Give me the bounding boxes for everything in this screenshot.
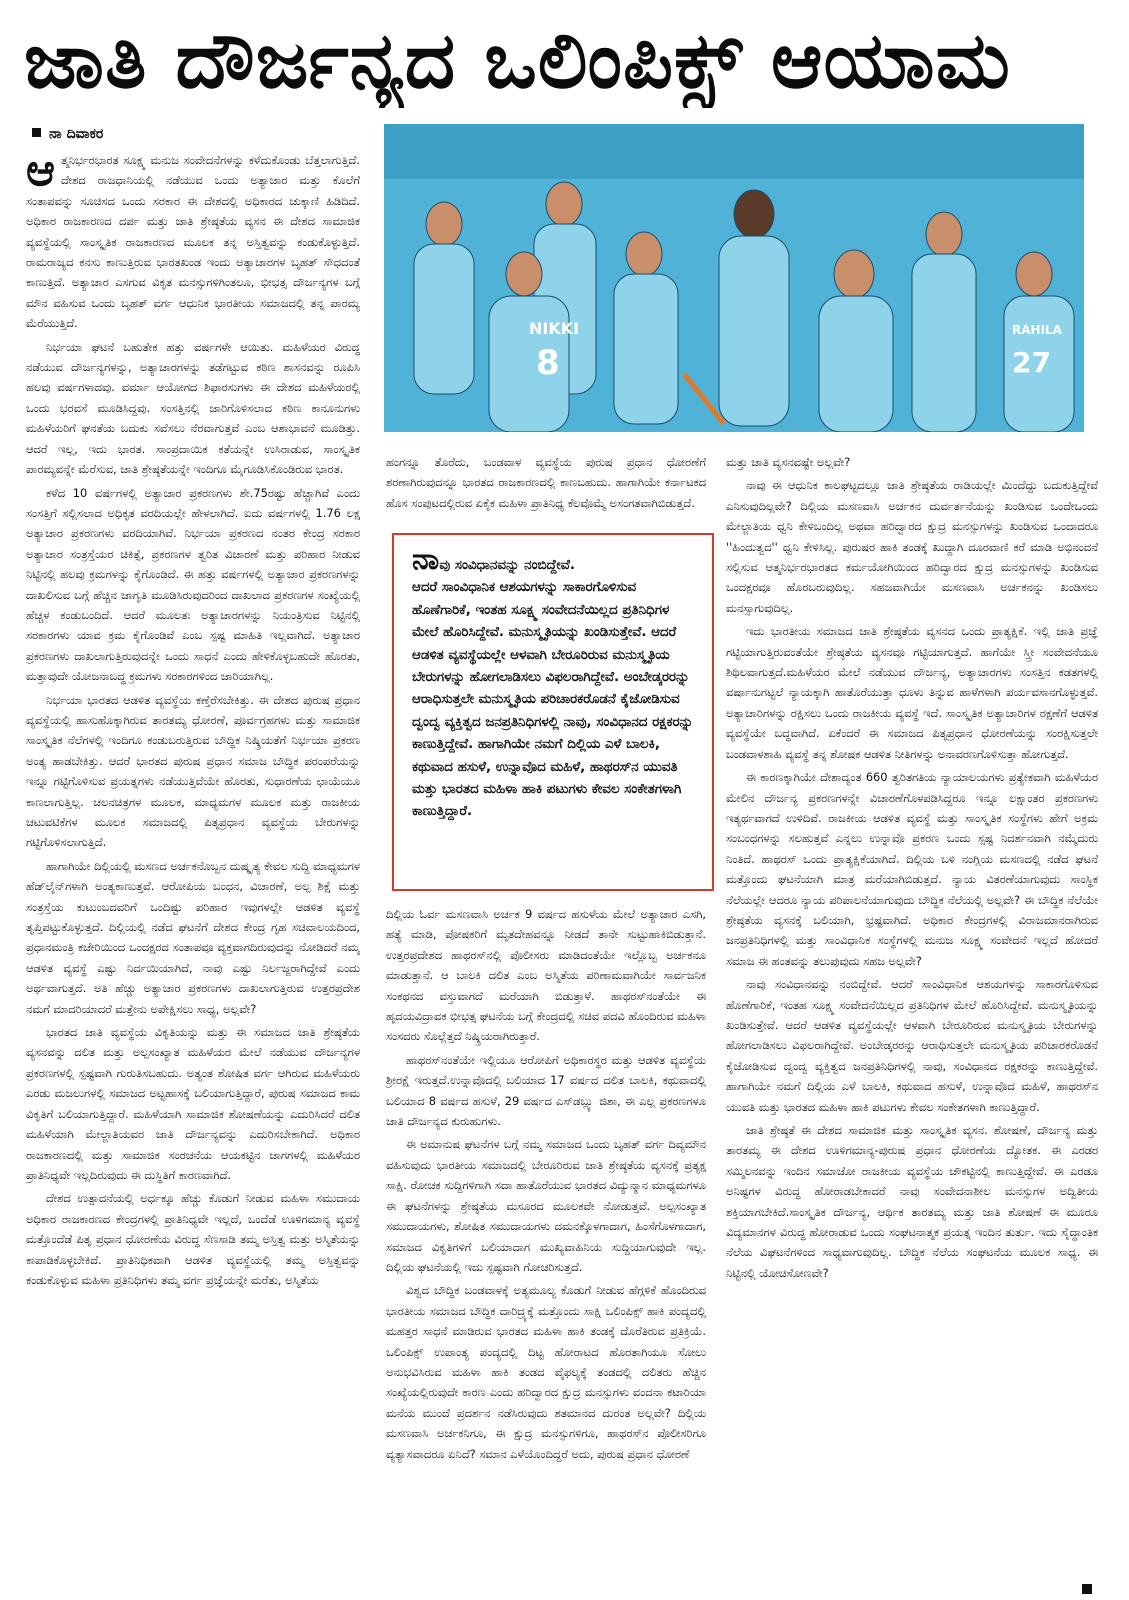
pull-quote-lead-line: ನಾವು ಸಂವಿಧಾನವನ್ನು ನಂಬಿದ್ದೇವೆ. bbox=[412, 542, 575, 577]
headline: ಜಾತಿ ದೌರ್ಜನ್ಯದ ಒಲಿಂಪಿಕ್ಸ್ ಆಯಾಮ bbox=[24, 16, 1011, 106]
bullet-square-icon bbox=[32, 128, 41, 137]
paragraph: ದಿಲ್ಲಿಯ ಓರ್ವ ಮಸಣವಾಸಿ ಅರ್ಚಕ 9 ವರ್ಷದ ಹಸುಳೆಯ ಮೇಲೆ ಅತ್ಯಾಚಾರ ಎಸಗಿ, ಹತ್ಯೆ ಮಾಡಿ, ಪೋಷಕರಿಗೆ ಮೃತದೇಹವನ್ನೂ ನೀಡದೆ ತಾನೇ ಸುಟ್ಟುಹಾಕಿಬಿಡುತ್ತಾನೆ. ಉತ್ತರಪ್ರದೇಶದ ಹಾಥರಸ್‌ನಲ್ಲಿ ಪೊಲೀಸರು ಮಾಡಿದಂತೆಯೇ ಇಲ್ಲೊಬ್ಬ ಅರ್ಚಕನೂ ಮಾಡುತ್ತಾನೆ. ಆ ಬಾಲಕಿ ದಲಿತ ಎಂಬ ಅಸ್ಮಿತೆಯ ಪರಿಣಾಮವಾಗಿಯೇ ಸಾರ್ವಜನಿಕ ಸಂಕಥನದ ವಸ್ತುವಾಗದೆ ಮರೆಯಾಗಿ ಬಿಡುತ್ತಾಳೆ. ಹಾಥರಸ್‌ನಂತೆಯೇ ಈ ಹೃದಯವಿದ್ರಾವಕ ಭೀಭತ್ಸ ಘಟನೆಯ ಬಗ್ಗೆ ಕೇಂದ್ರದಲ್ಲಿ ಸಚಿವ ಪದವಿ ಹೊಂದಿರುವ ಮಹಿಳಾ ಸಂಸದರು ಸೊಲ್ಲೆತ್ತದೆ ನಿಷ್ಕ್ರಿಯರಾಗಿರುತ್ತಾರೆ. bbox=[386, 907, 706, 1044]
paragraph: ದೇಶದ ಉತ್ಪಾದನೆಯಲ್ಲಿ ಅರ್ಧಕ್ಕೂ ಹೆಚ್ಚು ಕೊಡುಗೆ ನೀಡುವ ಮಹಿಳಾ ಸಮುದಾಯ ಅಧಿಕಾರ ರಾಜಕಾರಣದ ಕೇಂದ್ರಗಳಲ್ಲಿ ಪ್ರಾತಿನಿಧ್ಯವೇ ಇಲ್ಲದೆ, ಒಂದೆಡೆ ಊಳಿಗಮಾನ್ಯ ವ್ಯವಸ್ಥೆ ಮತ್ತೊಂದೆಡೆ ಪಿತೃ ಪ್ರಧಾನ ಧೋರಣೆಯ ವಿರುದ್ಧ ಸೆಣಸಾಡಿ ತಮ್ಮ ಅಸ್ತಿತ್ವ ಮತ್ತು ಅಸ್ಮಿತೆಯನ್ನು ಕಾಪಾಡಿಕೊಳ್ಳಬೇಕಿದೆ. ಪ್ರಾತಿನಿಧಿಕವಾಗಿ ಆಡಳಿತ ವ್ಯವಸ್ಥೆಯಲ್ಲಿ ತಮ್ಮ ಅಸ್ತಿತ್ವವನ್ನು ಕಂಡುಕೊಳ್ಳುವ ಮಹಿಳಾ ಪ್ರತಿನಿಧಿಗಳು ತಮ್ಮ ವರ್ಗ ಪ್ರಜ್ಞೆಯನ್ನೇ ಮರೆತು, ಅಸ್ಮಿತೆಯ bbox=[26, 1191, 360, 1287]
paragraph: ವಿಶ್ವದ ಬೌದ್ಧಿಕ ಬಂಡವಾಳಕ್ಕೆ ಅತ್ಯಮೂಲ್ಯ ಕೊಡುಗೆ ನೀಡುವ ಹೆಗ್ಗಳಿಕೆ ಹೊಂದಿರುವ ಭಾರತೀಯ ಸಮಾಜದ ಬೌದ್ಧಿಕ ದಾರಿದ್ರ್ಯಕ್ಕೆ ಮತ್ತೊಂದು ಸಾಕ್ಷಿ ಒಲಿಂಪಿಕ್ಸ್ ಹಾಕಿ ಪಂದ್ಯದಲ್ಲಿ ಮಹತ್ತರ ಸಾಧನೆ ಮಾಡಿರುವ ಭಾರತದ ಮಹಿಳಾ ಹಾಕಿ ತಂಡಕ್ಕೆ ದೊರೆತಿರುವ ಪ್ರತಿಕ್ರಿಯೆ. ಒಲಿಂಪಿಕ್ಸ್ ಉಪಾಂತ್ಯ ಪಂದ್ಯದಲ್ಲಿ ದಿಟ್ಟ ಹೋರಾಟದ ಹೊರತಾಗಿಯೂ ಸೋಲು ಅನುಭವಿಸಿರುವ ಮಹಿಳಾ ಹಾಕಿ ತಂಡದ ವೈಫಲ್ಯಕ್ಕೆ ತಂಡದಲ್ಲಿ ದಲಿತರು ಹೆಚ್ಚಿನ ಸಂಖ್ಯೆಯಲ್ಲಿರುವುದೇ ಕಾರಣ ಎಂದು ಹರಿದ್ವಾರದ ಕ್ಷುದ್ರ ಮನಸ್ಸುಗಳು ವಂದನಾ ಕಟಾರಿಯಾ ಮನೆಯ ಮುಂದೆ ಪ್ರದರ್ಶನ ನಡೆಸಿರುವುದು ಶತಮಾನದ ದುರಂತ ಅಲ್ಲವೇ? ದಿಲ್ಲಿಯ ಮಸಣವಾಸಿ ಅರ್ಚಕನಿಗೂ, ಈ ಕ್ಷುದ್ರ ಮನಸ್ಸುಗಳಿಗೂ, ಹಾಥರಸ್‌ನ ಪೊಲೀಸರಿಗೂ ವ್ಯತ್ಯಾಸವಾದರೂ ಏನಿದೆ? ಸಮಾನ ಎಳೆಯೊಂದಿದ್ದರೆ ಅದು, ಪುರುಷ ಪ್ರಧಾನ ಧೋರಣೆ bbox=[386, 1283, 706, 1461]
column-2-bottom bbox=[386, 904, 706, 1586]
paragraph: ಹಂಗನ್ನೂ ತೊರೆದು, ಬಂಡವಾಳ ವ್ಯವಸ್ಥೆಯ ಪುರುಷ ಪ್ರಧಾನ ಧೋರಣೆಗೆ ಶರಣಾಗಿರುವುದನ್ನೂ ಭಾರತದ ರಾಜಕಾರಣದಲ್ಲಿ ಕಾಣಬಹುದು. ಹಾಗಾಗಿಯೇ ಕರ್ನಾಟಕದ ಹೊಸ ಸಂಪುಟದಲ್ಲಿರುವ ಏಕೈಕ ಮಹಿಳಾ ಪ್ರಾತಿನಿಧ್ಯ ಕೆಲವೊಮ್ಮೆ ಅಸಂಗತವಾಗಿಬಿಡುತ್ತದೆ. bbox=[386, 455, 706, 510]
jersey-name-left: NIKKI bbox=[529, 319, 580, 338]
column-1 bbox=[26, 150, 360, 1586]
jersey-number-right: 27 bbox=[1012, 346, 1051, 379]
jersey-name-right: RAHILA bbox=[1012, 323, 1062, 337]
paragraph: ಈ ಕಾರಣಕ್ಕಾಗಿಯೇ ದೇಶಾದ್ಯಂತ 660 ತ್ವರಿತಗತಿಯ ನ್ಯಾಯಾಲಯಗಳು ಪ್ರತ್ಯೇಕವಾಗಿ ಮಹಿಳೆಯರ ಮೇಲಿನ ದೌರ್ಜನ್ಯ ಪ್ರಕರಣಗಳನ್ನೇ ವಿಚಾರಣೆಗೊಳಪಡಿಸಿದ್ದರೂ ಇನ್ನೂ ಲಕ್ಷಾಂತರ ಪ್ರಕರಣಗಳು ಇತ್ಯರ್ಥವಾಗದೆ ಉಳಿದಿವೆ. ರಾಜಕೀಯ ಆಡಳಿತ ವ್ಯವಸ್ಥೆ ಮತ್ತು ಸಾಂಸ್ಕೃತಿಕ ಸಂಸ್ಥೆಗಳು ಹೇಗೆ ಅಕ್ರಮ ಸಂಬಂಧಗಳನ್ನು ಸಲಹುತ್ತವೆ ಎನ್ನಲು ಉನ್ನಾವೊ ಪ್ರಕರಣ ಒಂದು ಸ್ಪಷ್ಟ ನಿದರ್ಶನವಾಗಿ ನಮ್ಮೆದುರು ನಿಂತಿದೆ. ಹಾಥರಸ್ ಒಂದು ಪ್ರಾತ್ಯಕ್ಷಿಕೆಯಾಗಿದೆ. ದಿಲ್ಲಿಯ ಬಳಿ ನಂಗ್ಲಿಯ ಮಸಣದಲ್ಲಿ ನಡೆದ ಘಟನೆ ಮತ್ತೊಂದು ಘಟನೆಯಾಗಿ ಮಾತ್ರ ಮರೆಯಾಗಿಬಿಡುತ್ತದೆ. ನ್ಯಾಯ ವಿತರಣೆಯಾಗುವುದು ಸಾಂಸ್ಥಿಕ ನೆಲೆಯಲ್ಲೇ ಆದರೂ ನ್ಯಾಯ ಪರಿಪಾಲನೆಯಾಗುವುದು ಬೌದ್ಧಿಕ ನೆಲೆಯಲ್ಲಿ ಅಲ್ಲವೇ? ಈ ಬೌದ್ಧಿಕ ನೆಲೆಯೇ ಶ್ರೇಷ್ಠತೆಯ ವ್ಯಸನಕ್ಕೆ ಬಲಿಯಾಗಿ, ಭ್ರಷ್ಟವಾಗಿದೆ. ಅಧಿಕಾರ ಕೇಂದ್ರಗಳಲ್ಲಿ ವಿರಾಜಮಾನರಾಗಿರುವ ಜನಪ್ರತಿನಿಧಿಗಳಲ್ಲಿ ಮತ್ತು ಸಾಂವಿಧಾನಿಕ ಸಂಸ್ಥೆಗಳಲ್ಲಿ ಮನುಜ ಸೂಕ್ಷ್ಮ ಸಂವೇದನೆ ಇಲ್ಲದೆ ಹೋದರೆ ಸಮಾಜ ಈ ಹಂತವನ್ನು ತಲುಪುವುದು ಸಹಜ ಅಲ್ಲವೇ? bbox=[726, 770, 1098, 968]
paragraph: ನಿರ್ಭಯಾ ಭಾರತದ ಆಡಳಿತ ವ್ಯವಸ್ಥೆಯ ಕಣ್ತೆರೆಸಬೇಕಿತ್ತು. ಈ ದೇಶದ ಪುರುಷ ಪ್ರಧಾನ ವ್ಯವಸ್ಥೆಯಲ್ಲಿ ಹಾಸುಹೊಕ್ಕಾಗಿರುವ ತಾರತಮ್ಯ ಧೋರಣೆ, ಪೂರ್ವಗ್ರಹಗಳು ಮತ್ತು ಸಾಮಾಜಿಕ ಸಾಂಸ್ಕೃತಿಕ ನೆಲೆಗಳಲ್ಲಿ ಇಂದಿಗೂ ಕಂಡುಬರುತ್ತಿರುವ ಬೌದ್ಧಿಕ ನಿಷ್ಕ್ರಿಯತೆಗೆ ನಿರ್ಭಯಾ ಪ್ರಕರಣ ಅಂತ್ಯ ಹಾಡಬೇಕಿತ್ತು. ಆದರೆ ಭಾರತದ ಪುರುಷ ಪ್ರಧಾನ ಸಮಾಜ ಬೌದ್ಧಿಕ ಪರಂಪರೆಯನ್ನು ಇನ್ನೂ ಗಟ್ಟಿಗೊಳಿಸುವ ಪ್ರಯತ್ನಗಳು ನಡೆಯುತ್ತಿವೆಯೇ ಹೊರತು, ಸುಧಾರಣೆಯ ಛಾಯೆಯೂ ಕಾಣಲಾಗುತ್ತಿಲ್ಲ. ಚಲನಚಿತ್ರಗಳ ಮೂಲಕ, ಮಾಧ್ಯಮಗಳ ಮೂಲಕ ಮತ್ತು ರಾಜಕೀಯ ಚಟುವಟಿಕೆಗಳ ಮೂಲಕ ಸಮಾಜದಲ್ಲಿ ಪಿತೃಪ್ರಧಾನ ವ್ಯವಸ್ಥೆಯ ಬೇರುಗಳನ್ನು ಗಟ್ಟಿಗೊಳಿಸಲಾಗುತ್ತಿದೆ. bbox=[26, 692, 360, 850]
hockey-team-photo bbox=[384, 124, 1084, 432]
author-name: ನಾ ದಿವಾಕರ bbox=[49, 126, 104, 142]
jersey-number-left: 8 bbox=[536, 343, 560, 383]
dropcap: ಆ bbox=[26, 150, 56, 196]
paragraph: ಭಾರತದ ಜಾತಿ ವ್ಯವಸ್ಥೆಯ ವಿಕೃತಿಯನ್ನು ಮತ್ತು ಈ ಸಮಾಜದ ಜಾತಿ ಶ್ರೇಷ್ಠತೆಯ ವ್ಯಸನವನ್ನು ದಲಿತ ಮತ್ತು ಅಲ್ಪಸಂಖ್ಯಾತ ಮಹಿಳೆಯರ ಮೇಲೆ ನಡೆಯುವ ದೌರ್ಜನ್ಯಗಳ ಪ್ರಕರಣಗಳಲ್ಲಿ ಸ್ಪಷ್ಟವಾಗಿ ಗುರುತಿಸಬಹುದು. ಅತ್ಯಂತ ಶೋಷಿತ ವರ್ಗ ಆಗಿರುವ ಮಹಿಳೆಯರು ಎರಡು ಮಜಲುಗಳಲ್ಲಿ ಸಮಾಜದ ಅಟ್ಟಹಾಸಕ್ಕೆ ಬಲಿಯಾಗುತ್ತಿದ್ದಾರೆ, ಪುರುಷ ಸಮಾಜದ ಕಾಮ ವಿಕೃತಿಗೆ ಬಲಿಯಾಗುತ್ತಿದ್ದಾರೆ. ಮಹಿಳೆಯಾಗಿ ಸಾಮಾಜಿಕ ಶೋಷಣೆಯನ್ನು ಎದುರಿಸಿದರೆ ದಲಿತ ಮಹಿಳೆಯಾಗಿ ಮೇಲ್ಜಾತಿಯವರ ಜಾತಿ ದೌರ್ಜನ್ಯವನ್ನು ಎದುರಿಸಬೇಕಾಗಿದೆ. ಅಧಿಕಾರ ರಾಜಕಾರಣದಲ್ಲಿ ಮತ್ತು ಸಾಮಾಜಿಕ ಸಂರಚನೆಯ ಆಯಕಟ್ಟಿನ ಜಾಗಗಳಲ್ಲಿ ಮಹಿಳೆಯರ ಪ್ರಾತಿನಿಧ್ಯವೇ ಇಲ್ಲದಿರುವುದು ಈ ದುಸ್ಥಿತಿಗೆ ಕಾರಣವಾಗಿದೆ. bbox=[26, 1025, 360, 1182]
paragraph: ಮತ್ತು ಜಾತಿ ವ್ಯಸನವಷ್ಟೇ ಅಲ್ಲವೇ? bbox=[726, 455, 851, 469]
paragraph: ನಾವು ಸಂವಿಧಾನವನ್ನು ನಂಬಿದ್ದೇವೆ. ಆದರೆ ಸಾಂವಿಧಾನಿಕ ಆಶಯಗಳನ್ನು ಸಾಕಾರಗೊಳಿಸುವ ಹೊಣೆಗಾರಿಕೆ, ಇಂತಹ ಸೂಕ್ಷ್ಮ ಸಂವೇದನೆಯಿಲ್ಲದ ಪ್ರತಿನಿಧಿಗಳ ಮೇಲೆ ಹೊರಿಸಿದ್ದೇವೆ. ಮನುಸ್ಮೃತಿಯನ್ನು ಖಂಡಿಸುತ್ತೇವೆ. ಆದರೆ ಆಡಳಿತ ವ್ಯವಸ್ಥೆಯಲ್ಲೇ ಆಳವಾಗಿ ಬೇರೂರಿರುವ ಮನುಸ್ಮೃತಿಯ ಬೇರುಗಳನ್ನು ಹೋಗಲಾಡಿಸಲು ವಿಫಲರಾಗಿದ್ದೇವೆ. ಅಂಬೇಡ್ಕರರನ್ನು ಆರಾಧಿಸುತ್ತಲೇ ಮನುಸ್ಮೃತಿಯ ಪರಿಚಾರಕರೊಡನೆ ಕೈಜೋಡಿಸುವ ದ್ವಂದ್ವ ವ್ಯಕ್ತಿತ್ವದ ಜನಪ್ರತಿನಿಧಿಗಳಲ್ಲಿ ನಾವು, ಸಂವಿಧಾನದ ರಕ್ಷಕರನ್ನು ಕಾಣುತ್ತಿದ್ದೇವೆ. ಹಾಗಾಗಿಯೇ ನಮಗೆ ದಿಲ್ಲಿಯ ಎಳೆ ಬಾಲಕಿ, ಕಥುವಾದ ಹಸುಳೆ, ಉನ್ನಾವೊದ ಮಹಿಳೆ, ಹಾಥರಸ್‌ನ ಯುವತಿ ಮತ್ತು ಭಾರತದ ಮಹಿಳಾ ಹಾಕಿ ಪಟುಗಳು ಕೇವಲ ಸಂಕೇತಗಳಾಗಿ ಕಾಣುತ್ತಿದ್ದಾರೆ. bbox=[726, 977, 1098, 1114]
pull-quote-cap: ನಾ bbox=[412, 542, 440, 577]
paragraph: ಹಾಗಾಗಿಯೇ ದಿಲ್ಲಿಯಲ್ಲಿ ಮಸಣದ ಅರ್ಚಕನೊಬ್ಬನ ದುಷ್ಕೃತ್ಯ ಕೇವಲ ಸುದ್ದಿ ಮಾಧ್ಯಮಗಳ ಹೆಡ್‌ಲೈನ್‌ಗಳಾಗಿ ಅಂತ್ಯಕಾಣುತ್ತವೆ. ಆರೋಪಿಯ ಬಂಧನ, ವಿಚಾರಣೆ, ಅಲ್ಪ ಶಿಕ್ಷೆ ಮತ್ತು ಸಂತ್ರಸ್ತೆಯ ಕುಟುಂಬದವರಿಗೆ ಒಂದಿಷ್ಟು ಪರಿಹಾರ ಇವುಗಳಲ್ಲೇ ಆಡಳಿತ ವ್ಯವಸ್ಥೆ ತೃಪ್ತಿಪಟ್ಟುಕೊಳ್ಳುತ್ತದೆ. ದಿಲ್ಲಿಯಲ್ಲಿ ನಡೆದ ಘಟನೆಗೆ ದೇಶದ ಕೇಂದ್ರ ಗೃಹ ಸಚಿವಾಲಯದಿಂದ, ಪ್ರಧಾನಮಂತ್ರಿ ಕಚೇರಿಯಿಂದ ಒಂದಕ್ಷರದ ಸಂತಾಪವೂ ವ್ಯಕ್ತವಾಗದಿರುವುದನ್ನು ನೋಡಿದರೆ ನಮ್ಮ ಆಡಳಿತ ವ್ಯವಸ್ಥೆ ಎಷ್ಟು ನಿರ್ದಯಿಯಾಗಿದೆ, ನಾವು ಎಷ್ಟು ನಿರ್ಲಜ್ಜರಾಗಿದ್ದೇವೆ ಎಂದು ಅರ್ಥವಾಗುತ್ತದೆ. ಅತಿ ಹೆಚ್ಚು ಅತ್ಯಾಚಾರ ಪ್ರಕರಣಗಳು ದಾಖಲಾಗುತ್ತಿರುವ ಉತ್ತರಪ್ರದೇಶ ನಮಗೆ ಮಾದರಿಯಾದರೆ ಮತ್ತೇನು ಅಪೇಕ್ಷಿಸಲು ಸಾಧ್ಯ, ಅಲ್ಲವೇ? bbox=[26, 858, 360, 1016]
paragraph: ಇದು ಭಾರತೀಯ ಸಮಾಜದ ಜಾತಿ ಶ್ರೇಷ್ಠತೆಯ ವ್ಯಸನದ ಒಂದು ಪ್ರಾತ್ಯಕ್ಷಿಕೆ. ಇಲ್ಲಿ ಜಾತಿ ಪ್ರಜ್ಞೆ ಗಟ್ಟಿಯಾಗುತ್ತಿರುವಂತೆಯೇ ಶ್ರೇಷ್ಠತೆಯ ವ್ಯಸನವೂ ಗಟ್ಟಿಯಾಗುತ್ತದೆ. ಹಾಗೆಯೇ ಸ್ತ್ರೀ ಸಂವೇದನೆಯೂ ಶಿಥಿಲವಾಗುತ್ತದೆ.ಮಹಿಳೆಯರ ಮೇಲೆ ನಡೆಯುವ ದೌರ್ಜನ್ಯ, ಅತ್ಯಾಚಾರಗಳು ಸಂಸತ್ತಿನ ಕಡತಗಳಲ್ಲಿ ವರ್ಷಾನುಗಟ್ಟಲೆ ನ್ಯಾಯಕ್ಕಾಗಿ ಹಾತೊರೆಯುತ್ತಾ ಧೂಳು ತಿನ್ನುವ ಹಾಳೆಗಳಾಗಿ ಪರ್ಯವಸಾನಗೊಳ್ಳುತ್ತವೆ. ಅತ್ಯಾಚಾರಿಗಳನ್ನು ರಕ್ಷಿಸಲು ಒಂದು ರಾಜಕೀಯ ವ್ಯವಸ್ಥೆ ಇದೆ. ಸಾಂಸ್ಕೃತಿಕ ಅತ್ಯಾಚಾರಿಗಳ ರಕ್ಷಣೆಗೆ ಆಡಳಿತ ವ್ಯವಸ್ಥೆಯೇ ಬದ್ಧವಾಗಿದೆ. ಏಕೆಂದರೆ ಈ ಸಮಾಜದ ಪಿತೃಪ್ರಧಾನ ಧೋರಣೆಯನ್ನು ಸಂರಕ್ಷಿಸುತ್ತಲೇ ಬಂಡವಾಳಶಾಹಿ ವ್ಯವಸ್ಥೆ ತನ್ನ ಶೋಷಕ ಆಡಳಿತ ನೀತಿಗಳನ್ನು ಅನಾವರಣಗೊಳಿಸುತ್ತಾ ಹೋಗುತ್ತದೆ. bbox=[726, 624, 1098, 761]
end-mark-icon bbox=[1082, 1584, 1092, 1594]
pull-quote bbox=[392, 533, 714, 891]
paragraph: ಹಾಥರಸ್‌ನಂತೆಯೇ ಇಲ್ಲಿಯೂ ಆರೋಪಿಗೆ ಅಧಿಕಾರಸ್ಥರ ಮತ್ತು ಆಡಳಿತ ವ್ಯವಸ್ಥೆಯ ಶ್ರೀರಕ್ಷೆ ಇರುತ್ತದೆ.ಉನ್ನಾವೊದಲ್ಲಿ ಬಲಿಯಾದ 17 ವರ್ಷದ ದಲಿತ ಬಾಲಕಿ, ಕಥುವಾದಲ್ಲಿ ಬಲಿಯಾದ 8 ವರ್ಷದ ಹಸುಳೆ, 29 ವರ್ಷದ ಎಸ್‌ಡಬ್ಲ್ಯು ಜಿಶಾ, ಈ ಎಲ್ಲ ಪ್ರಕರಣಗಳೂ ಜಾತಿ ದೌರ್ಜನ್ಯದ ಕುರುಹುಗಳು. bbox=[386, 1052, 706, 1129]
paragraph: ಕಳೆದ 10 ವರ್ಷಗಳಲ್ಲಿ ಅತ್ಯಾಚಾರ ಪ್ರಕರಣಗಳು ಶೇ.75ರಷ್ಟು ಹೆಚ್ಚಾಗಿವೆ ಎಂದು ಸಂಸತ್ತಿಗೆ ಸಲ್ಲಿಸಲಾದ ಅಧಿಕೃತ ವರದಿಯಲ್ಲೇ ಹೇಳಲಾಗಿದೆ. ಐದು ವರ್ಷಗಳಲ್ಲಿ 1.76 ಲಕ್ಷ ಅತ್ಯಾಚಾರ ಪ್ರಕರಣಗಳು ವರದಿಯಾಗಿವೆ. ನಿರ್ಭಯಾ ಪ್ರಕರಣದ ನಂತರ ಕೇಂದ್ರ ಸರಕಾರ ಅತ್ಯಾಚಾರ ಸಂತ್ರಸ್ತೆಯರ ಚಿಕಿತ್ಸೆ, ಪ್ರಕರಣಗಳ ತ್ವರಿತ ವಿಚಾರಣೆ ಮತ್ತು ಪರಿಹಾರ ನೀಡುವ ನಿಟ್ಟಿನಲ್ಲಿ ಹಲವು ಕ್ರಮಗಳನ್ನು ಕೈಗೊಂಡಿದೆ. ಈ ಹತ್ತು ವರ್ಷಗಳಲ್ಲಿ ಅತ್ಯಾಚಾರ ಪ್ರಕರಣಗಳನ್ನು ದಾಖಲಿಸುವ ಬಗ್ಗೆ ಹೆಚ್ಚಿನ ಜಾಗೃತಿ ಮೂಡಿಸಿರುವುದರಿಂದ ದಾಖಲಾದ ಪ್ರಕರಣಗಳ ಸಂಖ್ಯೆಯಲ್ಲಿ ಹೆಚ್ಚಳ ಕಂಡುಬಂದಿದೆ. ಆದರೆ ಮೂಲತಃ ಅತ್ಯಾಚಾರಗಳನ್ನು ನಿಯಂತ್ರಿಸುವ ನಿಟ್ಟಿನಲ್ಲಿ ಸರಕಾರಗಳು ಯಾವ ಕ್ರಮ ಕೈಗೊಂಡಿವೆ ಎಂಬ ಸ್ಪಷ್ಟ ಮಾಹಿತಿ ಇಲ್ಲವಾಗಿದೆ. ಅತ್ಯಾಚಾರ ಪ್ರಕರಣಗಳು ದಾಖಲಾಗುತ್ತಿರುವುದನ್ನೇ ಒಂದು ಸಾಧನೆ ಎಂದು ಹೇಳಿಕೊಳ್ಳಬಹುದೇ ಹೊರತು, ಮತ್ತಾವುದೇ ಯೋಜನಾಬದ್ಧ ಕ್ರಮಗಳು ಸರಕಾರಗಳಿಂದ ಜಾರಿಯಾಗಿಲ್ಲ. bbox=[26, 485, 360, 684]
paragraph: ಆತ್ಮನಿರ್ಭರಭಾರತ ಸೂಕ್ಷ್ಮ ಮನುಜ ಸಂವೇದನೆಗಳನ್ನು ಕಳೆದುಕೊಂಡು ಬೆತ್ತಲಾಗುತ್ತಿದೆ. ದೇಶದ ರಾಜಧಾನಿಯಲ್ಲಿ ನಡೆಯುವ ಒಂದು ಅತ್ಯಾಚಾರ ಮತ್ತು ಕೊಲೆಗೆ ಸಂತಾಪವನ್ನು ಸೂಚಿಸದ ಒಂದು ಸರಕಾರ ಈ ದೇಶದಲ್ಲಿ ಅಧಿಕಾರದ ಚುಕ್ಕಾಣಿ ಹಿಡಿದಿದೆ. ಅಧಿಕಾರ ರಾಜಕಾರಣದ ದರ್ಪ ಮತ್ತು ಜಾತಿ ಶ್ರೇಷ್ಠತೆಯ ವ್ಯಸನ ಈ ದೇಶದ ಸಾಮಾಜಿಕ ವ್ಯವಸ್ಥೆಯಲ್ಲಿ ಸಾಂಸ್ಕೃತಿಕ ರಾಜಕಾರಣದ ಮೂಲಕ ತನ್ನ ಅಸ್ತಿತ್ವವನ್ನು ಕಂಡುಕೊಳ್ಳುತ್ತಿದೆ. ರಾಮರಾಜ್ಯದ ಕನಸು ಕಾಣುತ್ತಿರುವ ಭಾರತಖಂಡ ಇಂದು ಅತ್ಯಾಚಾರಗಳ ಬೃಹತ್ ಸೌಧದಂತೆ ಕಾಣುತ್ತಿದೆ. ಅತ್ಯಾಚಾರ ಎಸಗುವ ವಿಕೃತ ಮನಸ್ಸುಗಳಿಗಿಂತಲೂ, ಭೀಭತ್ಸ ದೌರ್ಜನ್ಯಗಳ ಬಗ್ಗೆ ಮೌನ ವಹಿಸುವ ಒಂದು ಬೃಹತ್ ವರ್ಗ ಆಧುನಿಕ ಭಾರತೀಯ ಸಮಾಜದಲ್ಲಿ ತನ್ನ ಪಾರಮ್ಯ ಮೆರೆಯುತ್ತಿದೆ. bbox=[26, 150, 360, 331]
paragraph: ಈ ಅಮಾನುಷ ಘಟನೆಗಳ ಬಗ್ಗೆ ನಮ್ಮ ಸಮಾಜದ ಒಂದು ಬೃಹತ್ ವರ್ಗ ದಿವ್ಯಮೌನ ವಹಿಸುವುದು ಭಾರತೀಯ ಸಮಾಜದಲ್ಲಿ ಬೇರೂರಿರುವ ಜಾತಿ ಶ್ರೇಷ್ಠತೆಯ ವ್ಯಸನಕ್ಕೆ ಪ್ರತ್ಯಕ್ಷ ಸಾಕ್ಷಿ. ರೋಚಕ ಸುದ್ದಿಗಳಿಗಾಗಿ ಸದಾ ಹಾತೊರೆಯುವ ಭಾರತದ ವಿದ್ಯುನ್ಮಾನ ಮಾಧ್ಯಮಗಳೂ ಈ ಘಟನೆಗಳನ್ನು ಶ್ರೇಷ್ಠತೆಯ ಮಸೂರದ ಮೂಲಕವೇ ನೋಡುತ್ತವೆ. ಅಲ್ಪಸಂಖ್ಯಾತ ಸಮುದಾಯಗಳು, ಶೋಷಿತ ಸಮುದಾಯಗಳು ದಮನಕ್ಕೊಳಗಾದಾಗ, ಹಿಂಸೆಗೊಳಗಾದಾಗ, ಸಮಾಜದ ವಿಕೃತಿಗಳಿಗೆ ಬಲಿಯಾದಾಗ ಮುಖ್ಯವಾಹಿನಿಯ ಸುದ್ದಿಯಾಗುವುದೇ ಇಲ್ಲ. ದಿಲ್ಲಿಯ ಘಟನೆಯಲ್ಲಿ ಇದು ಸ್ಪಷ್ಟವಾಗಿ ಗೋಚರಿಸುತ್ತದೆ. bbox=[386, 1137, 706, 1274]
column-3 bbox=[726, 452, 1098, 1576]
column-2-top bbox=[386, 452, 706, 526]
paragraph: ನಾವು ಈ ಆಧುನಿಕ ಕಾಲಘಟ್ಟದಲ್ಲೂ ಜಾತಿ ಶ್ರೇಷ್ಠತೆಯ ರಾಡಿಯಲ್ಲೇ ಮಿಂದೆದ್ದು ಬದುಕುತ್ತಿದ್ದೇವೆ ಎನಿಸುವುದಿಲ್ಲವೇ? ದಿಲ್ಲಿಯ ಮಸಣವಾಸಿ ಅರ್ಚಕನ ದುರ್ವರ್ತನೆಯನ್ನು ಖಂಡಿಸುವ ಒಂದೇಒಂದು ಮೇಲ್ಜಾತಿಯ ಧ್ವನಿ ಕೇಳಿಬಂದಿಲ್ಲ ಅಥವಾ ಹರಿದ್ವಾರದ ಕ್ಷುದ್ರ ಮನಸ್ಸುಗಳನ್ನು ಖಂಡಿಸುವ ಒಂದಾದರೂ ''ಹಿಂದುತ್ವದ'' ಧ್ವನಿ ಕೇಳಿಸಿಲ್ಲ. ಪುರುಷರ ಹಾಕಿ ತಂಡಕ್ಕೆ ಖುದ್ದಾಗಿ ದೂರವಾಣಿ ಕರೆ ಮಾಡಿ ಅಭಿನಂದನೆ ಸಲ್ಲಿಸುವ ಆತ್ಮನಿರ್ಭರಭಾರತದ ಕರ್ಮಯೋಗಿಯಿಂದ ಹರಿದ್ವಾರದ ಕ್ಷುದ್ರ ಮನಸ್ಸುಗಳನ್ನು ಖಂಡಿಸುವ ಒಂದಕ್ಷರವೂ ಹೊರಬರುವುದಿಲ್ಲ. ಸಹಜವಾಗಿಯೇ ಮಸಣವಾಸಿ ಅರ್ಚಕನನ್ನು ಖಂಡಿಸಲು ಮನಸ್ಸಾಗುವುದಿಲ್ಲ. bbox=[726, 478, 1098, 615]
byline bbox=[32, 124, 103, 144]
pull-quote-text: ಆದರೆ ಸಾಂವಿಧಾನಿಕ ಆಶಯಗಳನ್ನು ಸಾಕಾರಗೊಳಿಸುವ ಹೊಣೆಗಾರಿಕೆ, ಇಂತಹ ಸೂಕ್ಷ್ಮ ಸಂವೇದನೆಯಿಲ್ಲದ ಪ್ರತಿನಿಧಿಗಳ ಮೇಲೆ ಹೊರಿಸಿದ್ದೇವೆ. ಮನುಸ್ಮೃತಿಯನ್ನು ಖಂಡಿಸುತ್ತೇವೆ. ಆದರೆ ಆಡಳಿತ ವ್ಯವಸ್ಥೆಯಲ್ಲೇ ಆಳವಾಗಿ ಬೇರೂರಿರುವ ಮನುಸ್ಮೃತಿಯ ಬೇರುಗಳನ್ನು ಹೋಗಲಾಡಿಸಲು ವಿಫಲರಾಗಿದ್ದೇವೆ. ಅಂಬೇಡ್ಕರರನ್ನು ಆರಾಧಿಸುತ್ತಲೇ ಮನುಸ್ಮೃತಿಯ ಪರಿಚಾರಕರೊಡನೆ ಕೈಜೋಡಿಸುವ ದ್ವಂದ್ವ ವ್ಯಕ್ತಿತ್ವದ ಜನಪ್ರತಿನಿಧಿಗಳಲ್ಲಿ ನಾವು, ಸಂವಿಧಾನದ ರಕ್ಷಕರನ್ನು ಕಾಣುತ್ತಿದ್ದೇವೆ. ಹಾಗಾಗಿಯೇ ನಮಗೆ ದಿಲ್ಲಿಯ ಎಳೆ ಬಾಲಕಿ, ಕಥುವಾದ ಹಸುಳೆ, ಉನ್ನಾವೊದ ಮಹಿಳೆ, ಹಾಥರಸ್‌ನ ಯುವತಿ ಮತ್ತು ಭಾರತದ ಮಹಿಳಾ ಹಾಕಿ ಪಟುಗಳು ಕೇವಲ ಸಂಕೇತಗಳಾಗಿ ಕಾಣುತ್ತಿದ್ದಾರೆ. bbox=[412, 580, 694, 820]
paragraph: ಜಾತಿ ಶ್ರೇಷ್ಠತೆ ಈ ದೇಶದ ಸಾಮಾಜಿಕ ಮತ್ತು ಸಾಂಸ್ಕೃತಿಕ ವ್ಯಸನ. ಶೋಷಣೆ, ದೌರ್ಜನ್ಯ ಮತ್ತು ತಾರತಮ್ಯ ಈ ದೇಶದ ಊಳಿಗಮಾನ್ಯ-ಪುರುಷ ಪ್ರಧಾನ ಧೋರಣೆಯ ದ್ಯೋತಕ. ಈ ಎರಡರ ಸಮ್ಮಿಲನವನ್ನು ಇಂದಿನ ಸಮಾಜೋ ರಾಜಕೀಯ ವ್ಯವಸ್ಥೆಯ ಚೌಕಟ್ಟಿನಲ್ಲಿ ಕಾಣುತ್ತಿದ್ದೇವೆ. ಈ ಎರಡೂ ಅನಿಷ್ಟಗಳ ವಿರುದ್ಧ ಹೋರಾಡಬೇಕಾದರೆ ನಾವು ಸಂವೇದನಾಶೀಲ ಮನಸ್ಸುಗಳ ಅದ್ವಿತೀಯ ಶಕ್ತಿಯಾಗಬೇಕಿದೆ.ಸಾಂಸ್ಕೃತಿಕ ದೌರ್ಜನ್ಯ, ಆರ್ಥಿಕ ತಾರತಮ್ಯ ಮತ್ತು ಜಾತಿ ಶೋಷಣೆ ಈ ಮೂರೂ ವಿದ್ಯಮಾನಗಳ ವಿರುದ್ಧ ಹೋರಾಡುವ ಒಂದು ಸಂಘಟನಾತ್ಮಕ ಪ್ರಯತ್ನ ಇಂದಿನ ತುರ್ತು. ಇದು ಸೈದ್ಧಾಂತಿಕ ನೆಲೆಯ ವಿಘಟನೆಗಳಿಂದ ಸಾಧ್ಯವಾಗುವುದಿಲ್ಲ. ಬೌದ್ಧಿಕ ನೆಲೆಯ ಸಂಘಟನೆಯ ಮೂಲಕ ಸಾಧ್ಯ. ಈ ನಿಟ್ಟಿನಲ್ಲಿ ಯೋಚಿಸೋಣವೇ? bbox=[726, 1123, 1098, 1280]
paragraph: ನಿರ್ಭಯಾ ಘಟನೆ ಬಹುತೇಕ ಹತ್ತು ವರ್ಷಗಳೇ ಆಯಿತು. ಮಹಿಳೆಯರ ವಿರುದ್ಧ ನಡೆಯುವ ದೌರ್ಜನ್ಯಗಳನ್ನು, ಅತ್ಯಾಚಾರಗಳನ್ನು ತಡೆಗಟ್ಟುವ ಕಠಿಣ ಶಾಸನವನ್ನು ರೂಪಿಸಿ ಹಲವು ವರ್ಷಗಳಾದವು. ವರ್ಮಾ ಆಯೋಗದ ಶಿಫಾರಸುಗಳು ಈ ದೇಶದ ಮಹಿಳೆಯರಲ್ಲಿ ಒಂದು ಭರವಸೆ ಮೂಡಿಸಿದ್ದವು. ಸಂಸತ್ತಿನಲ್ಲಿ ಜಾರಿಗೊಳಿಸಲಾದ ಕಠಿಣ ಕಾನೂನುಗಳು ಮಹಿಳೆಯರಿಗೆ ಘನತೆಯ ಬದುಕು ಸವೆಸಲು ನೆರವಾಗುತ್ತವೆ ಎಂಬ ಆಶಾಭಾವನೆ ಮೂಡಿತ್ತು. ಆದರೆ ಇಲ್ಲ, ಇದು ಭಾರತ. ಸಾಂಪ್ರದಾಯಿಕ ಕತೆಯನ್ನೇ ಉಸಿರಾಡುವ, ಸಾಂಸ್ಕೃತಿಕ ಪಾರಮ್ಯವನ್ನೇ ಮೆರೆಸುವ, ಜಾತಿ ಶ್ರೇಷ್ಠತೆಯನ್ನೇ ಇಂದಿಗೂ ಮೈಗೂಡಿಸಿಕೊಂಡಿರುವ ಭಾರತ. bbox=[26, 339, 360, 477]
